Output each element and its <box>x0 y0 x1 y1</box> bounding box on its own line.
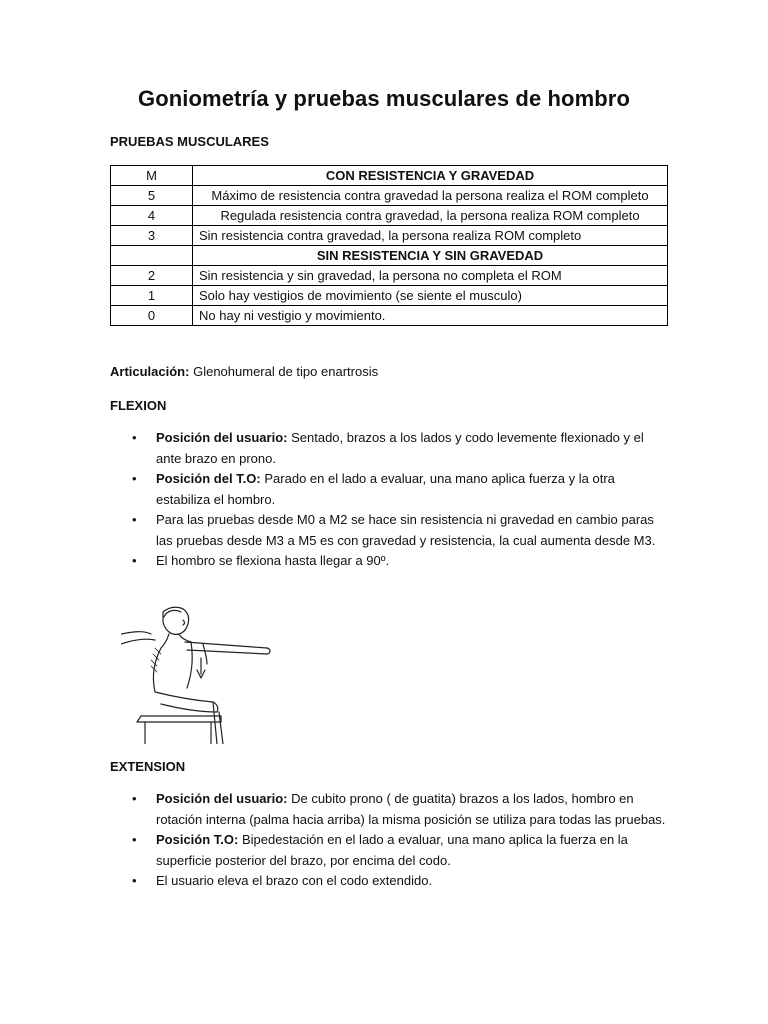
table-subheader-row <box>111 246 668 266</box>
bullet-icon: • <box>132 553 137 568</box>
grade-cell: 5 <box>111 186 193 206</box>
empty-cell <box>111 246 193 266</box>
bullet-text: Bipedestación en el lado a evaluar, una mano aplica la fuerza en la superficie posterior del brazo, por encima del codo. <box>156 832 628 868</box>
list-item <box>110 469 670 510</box>
list-item <box>110 510 670 551</box>
table-header-desc: CON RESISTENCIA Y GRAVEDAD <box>193 166 668 186</box>
table-header-row <box>111 166 668 186</box>
bullet-icon: • <box>132 512 137 527</box>
section-heading-flexion: FLEXION <box>110 398 167 413</box>
section-heading-extension: EXTENSION <box>110 759 186 774</box>
extension-bullet-list <box>110 789 670 892</box>
page-title: Goniometría y pruebas musculares de hombro <box>138 86 630 111</box>
grade-cell: 2 <box>111 266 193 286</box>
grade-desc-cell: Sin resistencia contra gravedad, la persona realiza ROM completo <box>193 226 668 246</box>
grade-cell: 3 <box>111 226 193 246</box>
flexion-bullet-list <box>110 428 670 572</box>
grade-cell: 0 <box>111 306 193 326</box>
bullet-text: De cubito prono ( de guatita) brazos a los lados, hombro en rotación interna (palma hacia arriba) la misma posición se utiliza para todas las pruebas. <box>156 791 666 827</box>
articulacion-text: Glenohumeral de tipo enartrosis <box>193 364 379 379</box>
table-row <box>111 306 668 326</box>
bullet-icon: • <box>132 791 137 806</box>
table-row <box>111 186 668 206</box>
bullet-label: Posición del usuario: <box>156 791 288 806</box>
grade-cell: 4 <box>111 206 193 226</box>
muscle-grade-table <box>110 165 668 326</box>
table-subheader: SIN RESISTENCIA Y SIN GRAVEDAD <box>193 246 668 266</box>
table-row <box>111 266 668 286</box>
bullet-text: Parado en el lado a evaluar, una mano aplica fuerza y la otra estabiliza el hombro. <box>156 471 615 507</box>
grade-cell: 1 <box>111 286 193 306</box>
section-heading-pruebas: PRUEBAS MUSCULARES <box>110 134 269 149</box>
bullet-label: Posición T.O: <box>156 832 239 847</box>
bullet-icon: • <box>132 430 137 445</box>
bullet-text: Para las pruebas desde M0 a M2 se hace sin resistencia ni gravedad en cambio paras las pruebas desde M3 a M5 es con gravedad y resistencia, la cual aumenta desde M3. <box>156 512 656 548</box>
table-row <box>111 226 668 246</box>
bullet-icon: • <box>132 832 137 847</box>
grade-desc-cell: Sin resistencia y sin gravedad, la persona no completa el ROM <box>193 266 668 286</box>
bullet-icon: • <box>132 471 137 486</box>
grade-desc-cell: Máximo de resistencia contra gravedad la persona realiza el ROM completo <box>193 186 668 206</box>
table-row <box>111 286 668 306</box>
bullet-text: El hombro se flexiona hasta llegar a 90º. <box>156 553 390 568</box>
seated-shoulder-flexion-illustration <box>121 604 272 744</box>
list-item <box>110 789 670 830</box>
table-header-m: M <box>111 166 193 186</box>
list-item <box>110 551 670 572</box>
bullet-text: Sentado, brazos a los lados y codo levemente flexionado y el ante brazo en prono. <box>156 430 644 466</box>
bullet-icon: • <box>132 873 137 888</box>
bullet-label: Posición del T.O: <box>156 471 261 486</box>
bullet-label: Posición del usuario: <box>156 430 288 445</box>
articulacion-label: Articulación: <box>110 364 190 379</box>
table-row <box>111 206 668 226</box>
grade-desc-cell: Solo hay vestigios de movimiento (se siente el musculo) <box>193 286 668 306</box>
list-item <box>110 871 670 892</box>
grade-desc-cell: No hay ni vestigio y movimiento. <box>193 306 668 326</box>
list-item <box>110 428 670 469</box>
list-item <box>110 830 670 871</box>
articulacion-line <box>110 364 378 379</box>
grade-desc-cell: Regulada resistencia contra gravedad, la persona realiza ROM completo <box>193 206 668 226</box>
bullet-text: El usuario eleva el brazo con el codo extendido. <box>156 873 433 888</box>
